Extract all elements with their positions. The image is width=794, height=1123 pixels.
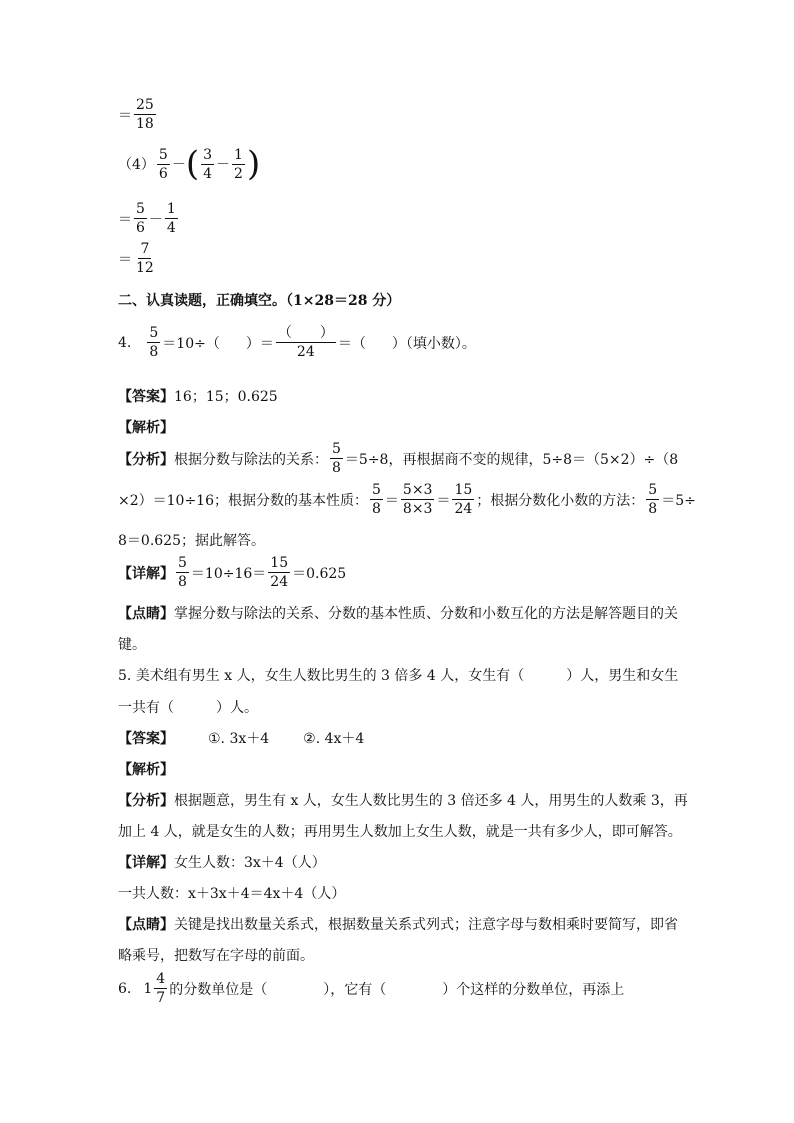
question-number: 6. bbox=[118, 980, 132, 997]
fraction-blank-24 bbox=[276, 326, 336, 359]
answer-row bbox=[118, 386, 278, 406]
solution-line-3 bbox=[118, 202, 180, 235]
jiexi-row bbox=[118, 417, 174, 437]
fenxi-text: ；根据分数化小数的方法： bbox=[476, 492, 645, 509]
xiangjie-tag: 【详解】 bbox=[118, 565, 174, 582]
fraction-5-8 bbox=[646, 483, 659, 516]
fraction-5x3-8x3 bbox=[401, 483, 435, 516]
fenxi-line-2: 加上 4 人，就是女生的人数；再用男生人数加上女生人数，就是一共有多少人，即可解答。 bbox=[118, 824, 682, 840]
question-5-line-2: 一共有（ ）人。 bbox=[118, 700, 258, 716]
denominator: 24 bbox=[296, 344, 315, 360]
fenxi-line-2 bbox=[118, 483, 696, 516]
fenxi-text: 根据分数与除法的关系： bbox=[174, 451, 328, 468]
numerator: （ ） bbox=[277, 325, 334, 341]
numerator: 5×3 bbox=[402, 482, 433, 498]
fraction-7-12 bbox=[134, 242, 156, 275]
denominator: 24 bbox=[454, 501, 473, 517]
answer-text: ①. 3x＋4 bbox=[208, 731, 270, 747]
denominator: 8 bbox=[178, 574, 187, 590]
denominator: 8 bbox=[332, 460, 341, 476]
denominator: 4 bbox=[166, 220, 176, 236]
xiangjie-text: 女生人数：3x＋4（人） bbox=[174, 855, 326, 871]
numerator: 7 bbox=[140, 241, 150, 257]
question-6 bbox=[118, 972, 624, 1005]
left-paren-icon: ( bbox=[185, 144, 200, 184]
fenxi-line-1 bbox=[118, 442, 678, 475]
answer-tag: 【答案】 bbox=[118, 731, 174, 747]
fraction-15-24 bbox=[452, 483, 474, 516]
numerator: 15 bbox=[454, 482, 473, 498]
dianjing-tag: 【点睛】 bbox=[118, 606, 174, 622]
question-4 bbox=[118, 326, 476, 359]
equals-sign: ＝ bbox=[118, 211, 132, 228]
denominator: 8 bbox=[648, 501, 658, 517]
equals-sign: ＝ bbox=[384, 492, 399, 509]
question-text: ）（填小数）。 bbox=[391, 335, 476, 352]
xiangjie-line-2: 一共人数：x＋3x＋4＝4x＋4（人） bbox=[118, 886, 346, 902]
dianjing-text: 关键是找出数量关系式，根据数量关系式列式；注意字母与数相乘时要简写，即省 bbox=[174, 917, 678, 933]
fenxi-text: ×2）＝10÷16；根据分数的基本性质： bbox=[118, 492, 368, 509]
question-text: ＝（ bbox=[337, 335, 366, 352]
dianjing-line-2: 键。 bbox=[118, 637, 146, 653]
dianjing-text: 掌握分数与除法的关系、分数的基本性质、分数和小数互化的方法是解答题目的关 bbox=[174, 606, 678, 622]
right-paren-icon: ) bbox=[246, 144, 261, 184]
answer-text: ②. 4x＋4 bbox=[303, 731, 365, 747]
xiangjie-row bbox=[118, 556, 346, 589]
fenxi-tag: 【分析】 bbox=[118, 793, 174, 809]
numerator: 1 bbox=[234, 146, 243, 163]
solution-line-1 bbox=[118, 98, 158, 131]
numerator: 5 bbox=[372, 482, 381, 498]
numerator: 5 bbox=[136, 201, 145, 217]
fraction-5-8 bbox=[147, 326, 160, 359]
dianjing-tag: 【点睛】 bbox=[118, 917, 174, 933]
numerator: 5 bbox=[178, 555, 187, 571]
numerator: 4 bbox=[156, 971, 166, 987]
minus-sign: － bbox=[171, 157, 186, 173]
answer-row bbox=[118, 728, 364, 748]
fenxi-text: ＝5÷ bbox=[661, 492, 696, 509]
fraction-5-8 bbox=[330, 442, 343, 475]
question-text: 的分数单位是（ ），它有（ ）个这样的分数单位，再添上 bbox=[169, 981, 625, 998]
xiangjie-text: ＝0.625 bbox=[292, 565, 347, 582]
fraction-5-8 bbox=[370, 483, 383, 516]
equals-sign: ＝ bbox=[436, 492, 451, 509]
dianjing-line-2: 略乘号，把数写在字母的前面。 bbox=[118, 948, 314, 964]
numerator: 15 bbox=[270, 555, 289, 571]
numerator: 1 bbox=[166, 201, 176, 217]
answer-tag: 【答案】 bbox=[118, 389, 174, 405]
question-number: 4. bbox=[118, 334, 132, 351]
minus-sign: － bbox=[148, 211, 163, 228]
denominator: 24 bbox=[270, 574, 289, 590]
dianjing-line-1 bbox=[118, 914, 678, 934]
solution-line-4 bbox=[118, 242, 158, 275]
question-text: ）＝ bbox=[245, 335, 274, 352]
question-5-line-1: 5. 美术组有男生 x 人，女生人数比男生的 3 倍多 4 人，女生有（ ）人，男生和女生 bbox=[118, 668, 679, 684]
fenxi-text: ＝5÷8，再根据商不变的规律，5÷8＝（5×2）÷（8 bbox=[344, 451, 679, 468]
denominator: 6 bbox=[158, 165, 168, 182]
numerator: 5 bbox=[158, 146, 168, 163]
section-heading: 二、认真读题，正确填空。（1×28＝28 分） bbox=[118, 293, 401, 309]
fraction-3-4 bbox=[201, 148, 214, 181]
numerator: 5 bbox=[332, 441, 341, 457]
numerator: 5 bbox=[149, 325, 159, 341]
denominator: 8 bbox=[372, 501, 381, 517]
fenxi-tag: 【分析】 bbox=[118, 451, 174, 468]
jiexi-tag: 【解析】 bbox=[118, 762, 174, 778]
denominator: 12 bbox=[136, 260, 154, 276]
denominator: 2 bbox=[234, 165, 243, 182]
denominator: 4 bbox=[203, 165, 213, 182]
fenxi-line-1 bbox=[118, 790, 688, 810]
denominator: 8×3 bbox=[402, 501, 433, 517]
fraction-4-7 bbox=[154, 972, 167, 1005]
fraction-25-18 bbox=[134, 98, 156, 131]
xiangjie-tag: 【详解】 bbox=[118, 855, 174, 871]
question-text: ＝10÷（ bbox=[162, 335, 220, 352]
equals-sign: ＝ bbox=[118, 107, 132, 124]
solution-line-2 bbox=[118, 144, 261, 184]
denominator: 7 bbox=[156, 990, 166, 1006]
jiexi-tag: 【解析】 bbox=[118, 420, 174, 436]
dianjing-line-1 bbox=[118, 603, 678, 623]
minus-sign: － bbox=[216, 157, 231, 173]
denominator: 8 bbox=[149, 344, 159, 360]
denominator: 6 bbox=[136, 220, 145, 236]
equals-sign: ＝ bbox=[118, 251, 132, 268]
jiexi-row bbox=[118, 759, 174, 779]
fenxi-text: 根据题意，男生有 x 人，女生人数比男生的 3 倍还多 4 人，用男生的人数乘 3，再 bbox=[174, 793, 688, 809]
fraction-5-8 bbox=[176, 556, 189, 589]
fraction-15-24 bbox=[268, 556, 290, 589]
fraction-5-6 bbox=[157, 148, 170, 181]
problem-label: （4） bbox=[118, 157, 155, 173]
xiangjie-text: ＝10÷16＝ bbox=[190, 565, 267, 582]
fraction-1-4 bbox=[165, 202, 178, 235]
numerator: 5 bbox=[648, 482, 658, 498]
denominator: 18 bbox=[136, 116, 154, 132]
mixed-number-whole: 1 bbox=[143, 980, 153, 997]
numerator: 25 bbox=[136, 97, 154, 113]
fraction-1-2 bbox=[232, 148, 245, 181]
fenxi-line-3: 8＝0.625；据此解答。 bbox=[118, 533, 265, 549]
fraction-5-6 bbox=[134, 202, 147, 235]
answer-text: 16；15；0.625 bbox=[174, 389, 278, 405]
xiangjie-row bbox=[118, 852, 326, 872]
numerator: 3 bbox=[203, 146, 213, 163]
